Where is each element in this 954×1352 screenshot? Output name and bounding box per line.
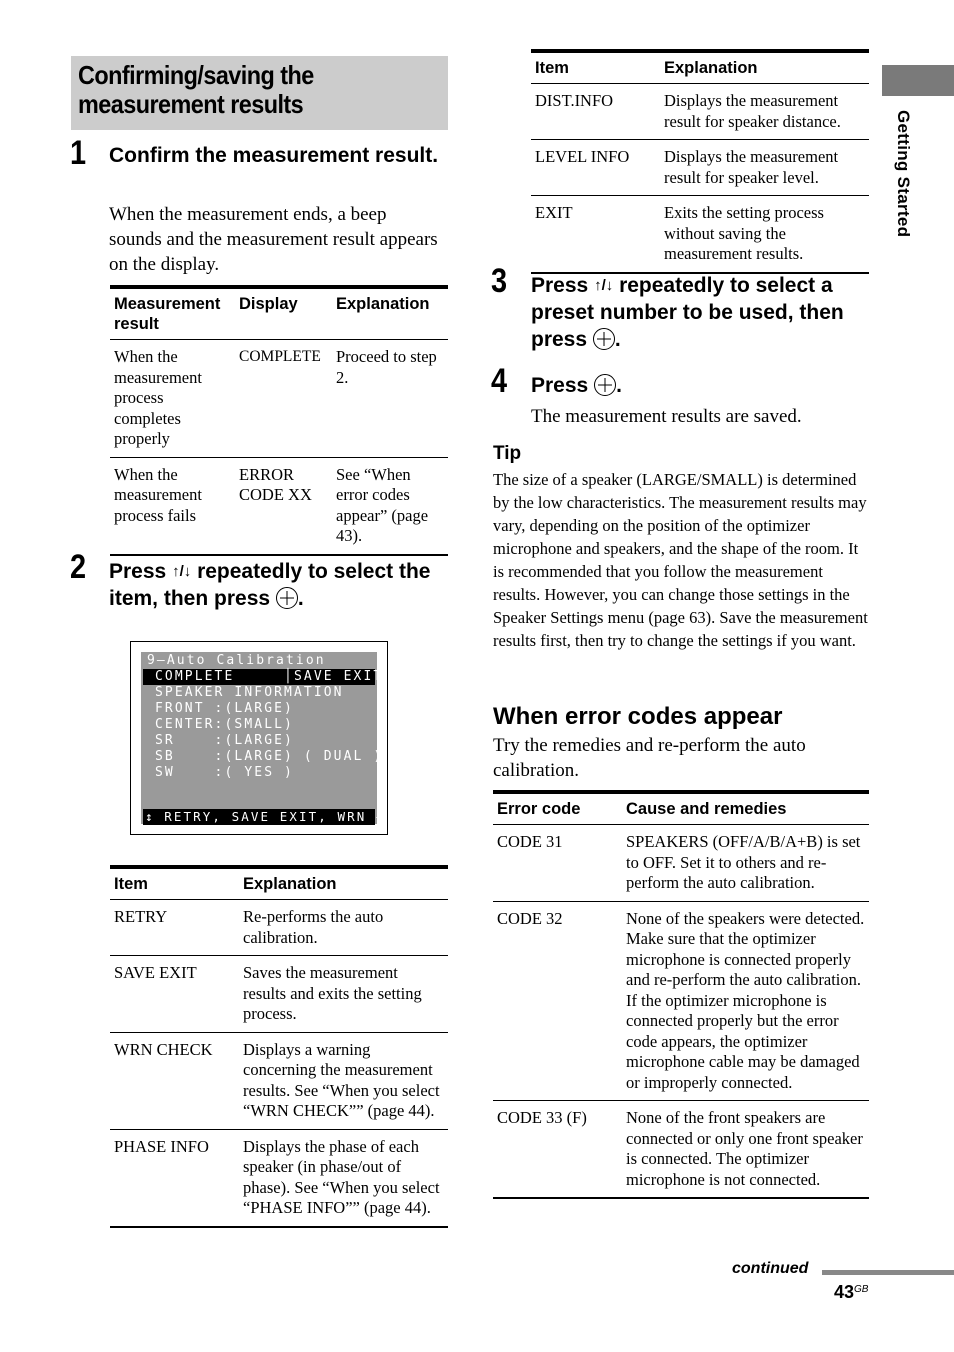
table-row <box>110 1129 448 1227</box>
table-cell: SAVE EXIT <box>110 956 239 1033</box>
display-line: CENTER:(SMALL) <box>155 717 294 732</box>
step-3-title-post: repeatedly to select a preset number to be used, then press <box>531 274 844 351</box>
error-code-table <box>493 790 869 1199</box>
step-4-title <box>531 372 869 399</box>
display-line: SW :( YES ) <box>155 765 294 780</box>
table-cell: Displays the measurement result for speaker level. <box>660 140 869 196</box>
table-cell: WRN CHECK <box>110 1032 239 1129</box>
tip-heading: Tip <box>493 443 522 464</box>
table-row <box>110 1032 448 1129</box>
step-2-title <box>109 558 444 612</box>
display-line-status: COMPLETE │SAVE EXIT <box>143 669 375 685</box>
step-3-number: 3 <box>491 262 508 300</box>
table-cell: Re-performs the auto calibration. <box>239 900 448 956</box>
table-cell: None of the front speakers are connected or only one front speaker is connected. The optimizer microphone is not connected. <box>622 1101 869 1199</box>
table-row <box>110 956 448 1033</box>
table-row <box>110 340 448 458</box>
step-4-number: 4 <box>491 362 508 400</box>
step-1-title: Confirm the measurement result. <box>109 144 439 167</box>
step-3-period: . <box>614 328 621 351</box>
table-cell: Exits the setting process without saving the measurement results. <box>660 196 869 273</box>
table-cell: SPEAKERS (OFF/A/B/A+B) is set to OFF. Set it to others and re-perform the auto calibration. <box>622 825 869 902</box>
enter-button-icon <box>593 328 615 350</box>
table-row <box>531 196 869 273</box>
step-1-number: 1 <box>70 134 87 172</box>
table-row <box>531 140 869 196</box>
table-row <box>493 1101 869 1199</box>
table-header: Error code <box>493 792 622 825</box>
enter-button-icon <box>594 374 616 396</box>
page-number-value: 43 <box>834 1282 855 1302</box>
table-cell: None of the speakers were detected. Make sure that the optimizer microphone is connected properly and re-perform the auto calibration. If the optimizer microphone is connected properly but the error code appears, the optimizer microphone cable may be damaged or improperly connected. <box>622 901 869 1101</box>
enter-button-icon <box>276 587 298 609</box>
table-cell: When the measurement process completes properly <box>110 340 235 458</box>
table-cell: COMPLETE <box>235 340 332 458</box>
table-cell: Proceed to step 2. <box>332 340 448 458</box>
table-row <box>493 825 869 902</box>
display-line-title: 9—Auto Calibration <box>147 653 326 668</box>
measurement-result-table <box>110 285 448 556</box>
step-2-number: 2 <box>70 548 87 586</box>
display-line-menu: ↕ RETRY, SAVE EXIT, WRN → <box>145 809 386 824</box>
table-cell: ERROR CODE XX <box>235 457 332 555</box>
table-header: Measurement result <box>110 287 235 340</box>
table-cell: DIST.INFO <box>531 84 660 140</box>
step-2-period: . <box>297 587 304 610</box>
table-cell: CODE 33 (F) <box>493 1101 622 1199</box>
page-number <box>834 1282 868 1303</box>
step-3-title <box>531 272 869 353</box>
error-codes-intro: Try the remedies and re-perform the auto calibration. <box>493 735 806 781</box>
table-row <box>531 84 869 140</box>
display-screen-frame <box>130 641 388 835</box>
side-tab-marker <box>882 65 954 96</box>
error-codes-heading: When error codes appear <box>493 703 783 730</box>
table-row <box>110 457 448 555</box>
table-header: Explanation <box>660 51 869 84</box>
table-header: Item <box>110 867 239 900</box>
table-header-row <box>531 51 869 84</box>
table-cell: EXIT <box>531 196 660 273</box>
display-line: FRONT :(LARGE) <box>155 701 294 716</box>
table-header: Item <box>531 51 660 84</box>
step-1-body: When the measurement ends, a beep sounds and the measurement result appears on the display. <box>109 204 438 275</box>
table-row <box>110 900 448 956</box>
step-4-title-pre: Press <box>531 374 595 397</box>
table-row <box>493 901 869 1101</box>
table-header-row <box>110 287 448 340</box>
table-cell: Displays a warning concerning the measurement results. See “When you select “WRN CHECK”” (page 44). <box>239 1032 448 1129</box>
table-header-row <box>493 792 869 825</box>
table-header: Explanation <box>239 867 448 900</box>
section-title: Confirming/saving the measurement results <box>78 60 314 119</box>
table-header: Explanation <box>332 287 448 340</box>
table-cell: Saves the measurement results and exits the setting process. <box>239 956 448 1033</box>
table-cell: See “When error codes appear” (page 43). <box>332 457 448 555</box>
page-number-suffix: GB <box>854 1284 869 1295</box>
step-3-title-pre: Press <box>531 274 595 297</box>
step-4-period: . <box>616 374 622 397</box>
display-line: SPEAKER INFORMATION <box>155 685 344 700</box>
display-line: SR :(LARGE) <box>155 733 294 748</box>
table-cell: CODE 31 <box>493 825 622 902</box>
item-explanation-table <box>110 865 448 1228</box>
continued-bar <box>822 1270 954 1275</box>
table-cell: CODE 32 <box>493 901 622 1101</box>
table-cell: RETRY <box>110 900 239 956</box>
table-header: Display <box>235 287 332 340</box>
table-cell: LEVEL INFO <box>531 140 660 196</box>
table-cell: When the measurement process fails <box>110 457 235 555</box>
display-screen <box>141 652 386 824</box>
side-tab-label: Getting Started <box>894 110 913 238</box>
info-item-table <box>531 49 869 274</box>
table-cell: Displays the measurement result for speaker distance. <box>660 84 869 140</box>
up-down-arrows-icon: ↑/↓ <box>172 563 192 580</box>
section-header <box>71 56 448 130</box>
step-2-title-post: repeatedly to select the item, then press <box>109 560 431 610</box>
table-header: Cause and remedies <box>622 792 869 825</box>
continued-label: continued <box>732 1260 809 1277</box>
display-line: SB :(LARGE) ( DUAL ) <box>155 749 384 764</box>
table-header-row <box>110 867 448 900</box>
table-cell: Displays the phase of each speaker (in phase/out of phase). See “When you select “PHASE INFO”” (page 44). <box>239 1129 448 1227</box>
step-2-title-pre: Press <box>109 560 173 583</box>
table-cell: PHASE INFO <box>110 1129 239 1227</box>
tip-body: The size of a speaker (LARGE/SMALL) is determined by the low characteristics. The measurement results may vary, depending on the position of the optimizer microphone and speakers, and the shape of the room. It is recommended that you follow the measurement results. However, you can change those settings in the Speaker Settings menu (page 63). Save the measurement results first, then try to change the settings if you want. <box>493 470 868 650</box>
up-down-arrows-icon: ↑/↓ <box>594 277 614 294</box>
step-4-body: The measurement results are saved. <box>531 406 802 427</box>
